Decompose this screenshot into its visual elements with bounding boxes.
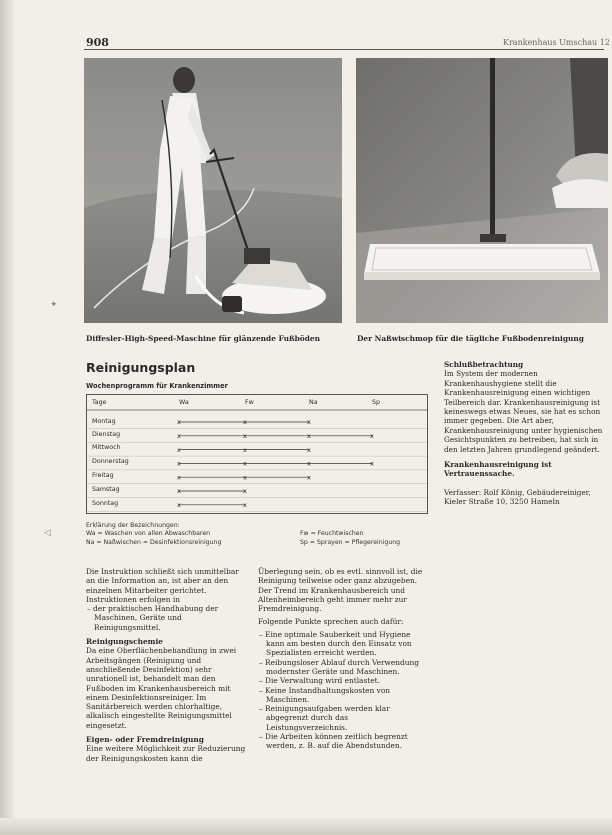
legend-na: Na = Naßwischen = Desinfektionsreinigung (86, 539, 222, 546)
heading: Eigen- oder Fremdreinigung (86, 735, 204, 745)
sidebar-conclusion (444, 360, 610, 507)
schedule-mark: x (243, 459, 247, 468)
schedule-header-na: Na (309, 399, 318, 406)
margin-mark: ◁ (44, 528, 51, 538)
list-item: – Die Arbeiten können zeitlich begrenzt werden, z. B. auf die Abendstunden. (266, 732, 428, 751)
cleaning-schedule-table (86, 394, 428, 514)
schedule-day: Donnerstag (92, 458, 129, 465)
running-head: Krankenhaus Umschau 12 (503, 38, 610, 47)
author-credit: Verfasser: Rolf König, Gebäudereiniger, Kieler Straße 10, 3250 Hameln (444, 487, 591, 507)
bullet-list (86, 604, 249, 632)
heading: Reinigungschemie (86, 637, 163, 647)
schedule-day: Montag (92, 418, 116, 425)
schedule-mark: x (177, 418, 181, 427)
schedule-header-sp: Sp (372, 399, 380, 406)
schedule-header-fw: Fw (245, 399, 254, 406)
bullet-list (258, 630, 428, 751)
list-item: – Keine Instandhaltungskosten von Maschinen. (266, 686, 428, 705)
schedule-mark: x (177, 501, 181, 509)
schedule-header-wa: Wa (179, 399, 189, 406)
legend-sp: Sp = Sprayen = Pflegereinigung (300, 539, 401, 546)
schedule-header-days: Tage (92, 399, 107, 406)
schedule-mark: x (177, 487, 181, 496)
margin-mark: ✦ (50, 300, 58, 310)
text-column-left (86, 567, 249, 763)
sidebar-heading: Schlußbetrachtung (444, 360, 524, 369)
schedule-day: Mittwoch (92, 444, 121, 451)
schedule-mark: x (243, 473, 247, 482)
page-shadow-left (0, 0, 14, 835)
schedule-mark: x (307, 445, 311, 454)
sidebar-body: Im System der modernen Krankenhaushygiene stellt die Krankenhausreinigung einen wichtigen Teilbereich dar. Krankenhausreinigung ist keineswegs etwas Neues, sie hat es schon immer gegeben. Die Art aber, Krankenhausreinigung unter hygienischen Gesichtspunkten zu betreiben, hat sich in den letzten Jahren grundlegend geändert. (444, 369, 603, 454)
photo-cleaning-machine (84, 58, 342, 323)
photo-wet-mop (356, 58, 608, 323)
header-rule (84, 49, 604, 50)
schedule-mark: x (370, 459, 374, 468)
list-item: – der praktischen Handhabung der Maschinen, Geräte und Reinigungsmittel. (94, 604, 249, 632)
legend-fw: Fw = Feuchtwischen (300, 530, 364, 537)
schedule-mark: x (177, 459, 181, 468)
list-item: – Reinigungsaufgaben werden klar abgegrenzt durch das Leistungsverzeichnis. (266, 704, 428, 732)
paragraph: Folgende Punkte sprechen auch dafür: (258, 617, 404, 627)
paragraph: Die Instruktion schließt sich unmittelbar an die Information an, ist aber an den einzelnen Mitarbeiter gerichtet. Instruktionen erfolgen in (86, 567, 239, 604)
schedule-mark: x (243, 445, 247, 454)
caption-left: Diffesler-High-Speed-Maschine für glänzende Fußböden (86, 334, 320, 343)
schedule-day: Samstag (92, 486, 120, 493)
schedule-marks (87, 395, 427, 513)
list-item: – Eine optimale Sauberkeit und Hygiene kann am besten durch den Einsatz von Spezialisten erreicht werden. (266, 630, 428, 658)
schedule-mark: x (177, 445, 181, 454)
schedule-mark: x (243, 501, 247, 509)
paragraph: Da eine Oberflächenbehandlung in zwei Arbeitsgängen (Reinigung und anschließende Desinfektion) sehr unrationell ist, behandelt man den Fußboden im Krankenhausbereich mit einem Desinfektionsreiniger. Im Sanitärbereich werden chlorhaltige, alkalisch eingestellte Reinigungsmittel eingesetzt. (86, 646, 237, 730)
schedule-mark: x (307, 418, 311, 427)
caption-right: Der Naßwischmop für die tägliche Fußbodenreinigung (357, 334, 584, 343)
schedule-mark: x (243, 487, 247, 496)
schedule-day: Dienstag (92, 431, 121, 438)
page-shadow-bottom (0, 818, 612, 835)
schedule-mark: x (177, 473, 181, 482)
schedule-day: Sonntag (92, 500, 119, 507)
paragraph: Überlegung sein, ob es evtl. sinnvoll ist, die Reinigung teilweise oder ganz abzugeben. Der Trend im Krankenhausbereich und Altenheimbereich geht immer mehr zur Fremdreinigung. (258, 567, 423, 614)
schedule-mark: x (177, 432, 181, 440)
sidebar-bold-statement: Krankenhausreinigung ist Vertrauenssache. (444, 460, 552, 479)
text-column-middle (258, 567, 428, 751)
legend-wa: Wa = Waschen von allen Abwaschbaren (86, 530, 211, 537)
paragraph: Eine weitere Möglichkeit zur Reduzierung der Reinigungskosten kann die (86, 744, 246, 763)
section-title: Reinigungsplan (86, 360, 196, 375)
list-item: – Reibungsloser Ablauf durch Verwendung modernster Geräte und Maschinen. (266, 658, 428, 677)
schedule-mark: x (243, 418, 247, 427)
page-number: 908 (86, 36, 109, 49)
section-subtitle: Wochenprogramm für Krankenzimmer (86, 382, 228, 390)
schedule-mark: x (307, 473, 311, 482)
legend-title: Erklärung der Bezeichnungen: (86, 522, 180, 529)
schedule-mark: x (307, 432, 311, 440)
schedule-mark: x (243, 432, 247, 440)
list-item: – Die Verwaltung wird entlastet. (266, 676, 428, 685)
schedule-mark: x (370, 432, 374, 440)
schedule-day: Freitag (92, 472, 114, 479)
schedule-mark: x (307, 459, 311, 468)
